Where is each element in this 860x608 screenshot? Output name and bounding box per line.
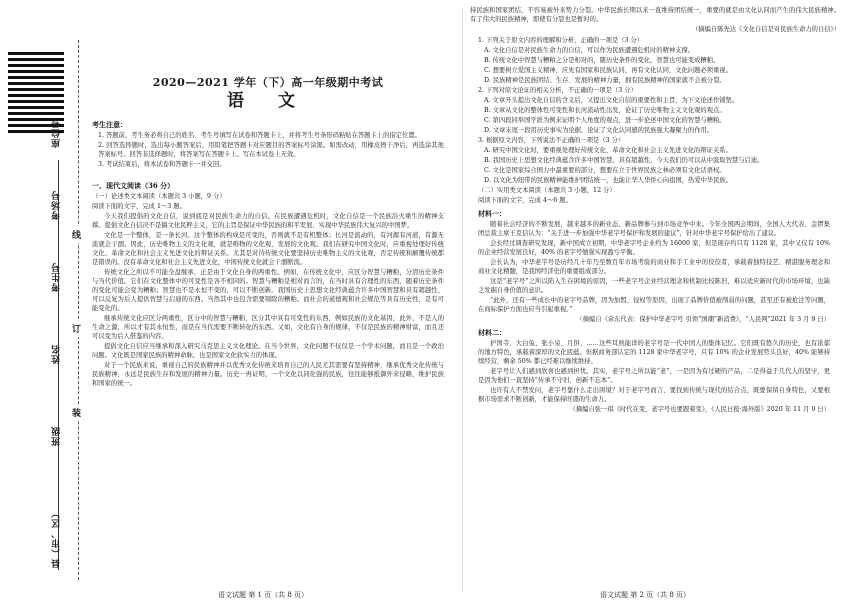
material-paragraph: 老字号让人们感到欣喜也感到担忧。其实，老字号之所以能“老”，一是因为有过硬的产品，二是得益于几代人的坚守，更是因为他们一直坚持“传承不守旧，创新不忘本”。	[478, 368, 830, 384]
passage-paragraph: 对于一个民族来说，重视自己的民族精神并以优秀文化传统来培育自己的人民尤其需要有坚持精神，继承优秀文化传统与民族精神，永远是民族生存和发展的精神力量。历史一再证明，一个文化以同化强的民族，往往能够抵御外来侵略，维护民族和国家的统一。	[92, 362, 444, 387]
subject-title: 语 文	[227, 91, 309, 111]
material-heading: 材料一：	[478, 209, 506, 218]
exam-room-label: 考场号	[52, 190, 62, 220]
material-source: （摘编自《余东代表：保护中华老字号 引领“国潮”新消费》，“人民网”2021 年 3 月 9 日）	[576, 316, 830, 323]
left-page	[92, 30, 444, 389]
question-option: B. 我国历史上思想文化经典蕴含许多中国智慧，具有超越性，今天我们仍可以从中汲取智慧与启迪。	[484, 157, 764, 164]
notice-item: 3. 考试结束后，将本试卷和答题卡一并交回。	[98, 161, 226, 168]
question-option: C. 第四段同举国学派为例来证明个人角度的观点，进一步论述中国文化的智慧与糟粕。	[484, 117, 726, 124]
question-stem: 2. 下列对原文论证的相关分析，不正确的一项是（3 分）	[478, 87, 637, 94]
passage-continuation: 持民族和国家团结，不容易被外来势力分裂。中华民族长期以来一直维持团结统一，重要的就是由文化认同而产生的伟大民族精神。有了伟大的民族精神，即使有分裂也是暂时的。 （摘编自陈先达《文化自信是对民族生命力的自信》）	[470, 7, 840, 33]
passage-source: （摘编自陈先达《文化自信是对民族生命力的自信》）	[692, 26, 840, 33]
material-paragraph: 也许有人不禁发问，老字号靠什么走出困境？对于老字号而言，要找到传统与现代的结合点，既要保留自身特色，又要根据市场需求不断创新，才能保持旺盛的生命力。	[478, 387, 830, 403]
section-heading: 一、现代文阅读（36 分）	[92, 181, 175, 190]
material-paragraph: “此外，还有一些成长中的老字号品牌，因为加盟、侵权等原因，出现了品牌价值被削弱的问题，甚至还有被抢注等问题，在商标保护方面也应当引起重视。”	[478, 297, 830, 313]
notice-item: 1. 答题前，考生务必将自己的姓名、考生号填写在试卷和答题卡上，并将考生号条形码粘贴在答题卡上的指定位置。	[98, 132, 421, 139]
class-label: 班级	[52, 426, 62, 446]
passage-paragraph: 今天我们提倡的文化自信，说到底是对民族生命力的自信。在民族遭遇危机时，文化自信是一个民族浴火重生的精神支撑。提倡文化自信决不是搞文化民粹主义，它的主旨是保证中华民族的和平发展、实现中华民族伟大复兴的中国梦。	[92, 213, 444, 229]
question-stem: 1. 下列关于原文内容的理解和分析，正确的一项是（3 分）	[478, 37, 644, 44]
page-footer-1: 语文试题 第 1 页（共 8 页）	[218, 591, 309, 599]
question-option: C. 想要树立爱国主义精神，应先有国家和民族认同，再有文化认同，文化问题必须重视。	[484, 67, 732, 74]
reading-instruction: 阅读下面的文字，完成 1～3 题。	[92, 203, 186, 210]
right-page	[478, 36, 830, 415]
question-option: D. 文章末尾一段用历史事实为论据，论证了文化认同感的民族强大凝聚力的作用。	[484, 127, 714, 134]
candidate-number-label: 考生号	[52, 262, 62, 292]
reading-instruction: 阅读下面的文字，完成 4～6 题。	[478, 197, 572, 204]
question-stem: 3. 根据原文内容，下列说法不正确的一项是（3 分）	[478, 137, 625, 144]
material-paragraph: 这是“老字号”之所以陷入生存困境的原因，一些老字号企业经营理念和机制比较陈旧，难以适应新时代的市场环境，也缺乏发掘自身价值的意识。	[478, 278, 830, 294]
seat-number-label: 座位号	[52, 118, 62, 148]
page-divider	[462, 8, 463, 593]
question-option: D. 民族精神是民族团结、生存、发展的精神力量，拥有民族精神的国家就不会被分裂。	[484, 77, 726, 84]
cut-word-bind: 订	[72, 320, 81, 337]
material-paragraph: 随着社会经济的不断发展，越来越多的新业态、新品牌参与到市场竞争中来。今年全国两会期间，全国人大代表、金锣集团总裁主席王克信认为：“关于进一步加强中华老字号保护和发展的建议”，针对中华老字号保护给出了建议。	[478, 221, 830, 237]
cut-word-line: 线	[72, 226, 81, 243]
question-option: A. 研究中国文化时，要重视处理好传统文化、革命文化和社会主义先进文化的辩证关系。	[484, 147, 732, 154]
question-option: A. 文章开头提出文化自信的含义后，又提出文化自信的重要性和主旨，为下文论述作铺垫。	[484, 97, 739, 104]
passage-paragraph: 文化是一个整体，是一条长河。这个整体的构成是可变的，否则就不是有机整体；长河是流动的，有河源有河道，有源无流就会干涸。因此，历史唯物主义的文化观，就是唯物的文化观、发展的文化观。我们在研究中国文化时，应重视处理好传统文化、革命文化和社会主义先进文化的辩证关系。尤其是对待传统文化要坚持历史唯物主义的文化观，否定传统和颠覆传统都是错误的。没有革命文化和社会主义先进文化，中国传统文化就会干涸断流。	[92, 232, 444, 266]
question-option: A. 文化自信是对民族生命力的自信，可以作为民族遭遇危机时的精神支撑。	[484, 47, 695, 54]
subsection-heading: （一）论述类文本阅读（本题共 3 小题，9 分）	[92, 193, 226, 200]
question-option: B. 传统文化中智慧与糟粕之分是相对的，随历史条件的变化，智慧也可能变成糟粕。	[484, 57, 720, 64]
notice-item: 2. 回答选择题时，选出每小题答案后，用铅笔把答题卡对应题目的答案标号涂黑。如需改动，用橡皮擦干净后，再选涂其他答案标号。回答非选择题时，将答案写在答题卡上。写在本试卷上无效。	[98, 142, 444, 158]
material-paragraph: 会长认为，中华老字号是历经几十年乃至数百年市场考验的商业和手工业中的佼佼者，承载着独特技艺、精湛服务理念和商业文化精髓，是我国经济史的重要组成部分。	[478, 259, 830, 275]
question-option: C. 文化是国家综合国力中最重要的部分，想要在立于世界民族之林必须有文化话语权。	[484, 167, 726, 174]
passage-paragraph: 继承传统文化应区分两重性，区分中的智慧与糟粕，区分其中具有可变性的东西，例如民族的文化基因，此外，不是人的生命之源，所以才有其永恒性，而是在当代需要不断转化的东西。又如，文化有自身的规律，不仅是民族的精神财富，而且还可以变为后人借鉴的内容。	[92, 315, 444, 340]
material-heading: 材料二：	[478, 328, 506, 337]
notice-heading: 考生注意：	[92, 120, 127, 129]
name-label: 姓名	[52, 344, 62, 364]
material-paragraph: 会长经过调查研究发现，新中国成立初期，中华老字号企业约为 16000 家，但是现存约只有 1128 家，其中又仅有 10% 的企业经营发展良好，40% 的老字号勉强实现盈亏平衡。	[478, 240, 830, 256]
binding-margin	[0, 0, 84, 608]
cut-line	[78, 40, 79, 580]
question-option: D. 以文化为纽带的民族精神能维护团结统一，也能让华人华侨心向祖国，热爱中华民族。	[484, 177, 733, 184]
cut-word-pack: 装	[72, 404, 81, 421]
material-source: （摘编自张一琪《时代在变，老字号也要跟着变》，《人民日报·海外版》2020 年 11 月 9 日）	[569, 406, 830, 413]
page-footer-2: 语文试题 第 2 页（共 8 页）	[600, 591, 691, 599]
passage-paragraph: 提倡文化自信应当继承和深入研究马克思主义文化理论。在当今世界，文化问题不仅仅是一个学术问题，而且是一个政治问题。文化既是国家民族的精神命脉，也是国家文化软实力的体现。	[92, 343, 444, 359]
county-label: 县（市、区）	[52, 508, 62, 568]
exam-title: 2020—2021 学年（下）高一年级期中考试	[152, 76, 384, 89]
material-paragraph: 护国寺、大白兔、张小泉、月饼、……这些耳熟能详的老字号是一代中国人的集体记忆。它们既有悠久的历史，也有浓郁的地方特色，承载着深厚的文化底蕴。但据商务部认定的 1128 家中华老字号，只有 10% 的企业发展势头良好，40% 能够持续经营，剩余 50% 都已经难以继续维持。	[478, 340, 830, 365]
passage-paragraph: 传统文化之所以不可能全盘继承，正是由于文化自身的两重性。例如，在传统文化中，应区分智慧与糟粕，分清历史条件与当代价值。它们在文化整体中的可变性是各不相同的。智慧与糟粕是相对而言的，在当时具有合理性的东西，随着历史条件的变化可能会变为糟粕；智慧也不是永恒不变的，可以不断创新。我国历史上思想文化经典蕴含许多中国智慧和具有超越性、可以反复为后人提供智慧与启迪的东西。当然其中也包含需要剔除的糟粕。而社会的道德观和社会规范等具有历史性，是有可能变化的。	[92, 269, 444, 312]
question-option: B. 文章从文化的整体性可变性和长河流动性出发，论证了历史唯物主义文化观的观点。	[484, 107, 726, 114]
subsection-heading: （二）实用类文本阅读（本题共 3 小题，12 分）	[478, 187, 616, 194]
